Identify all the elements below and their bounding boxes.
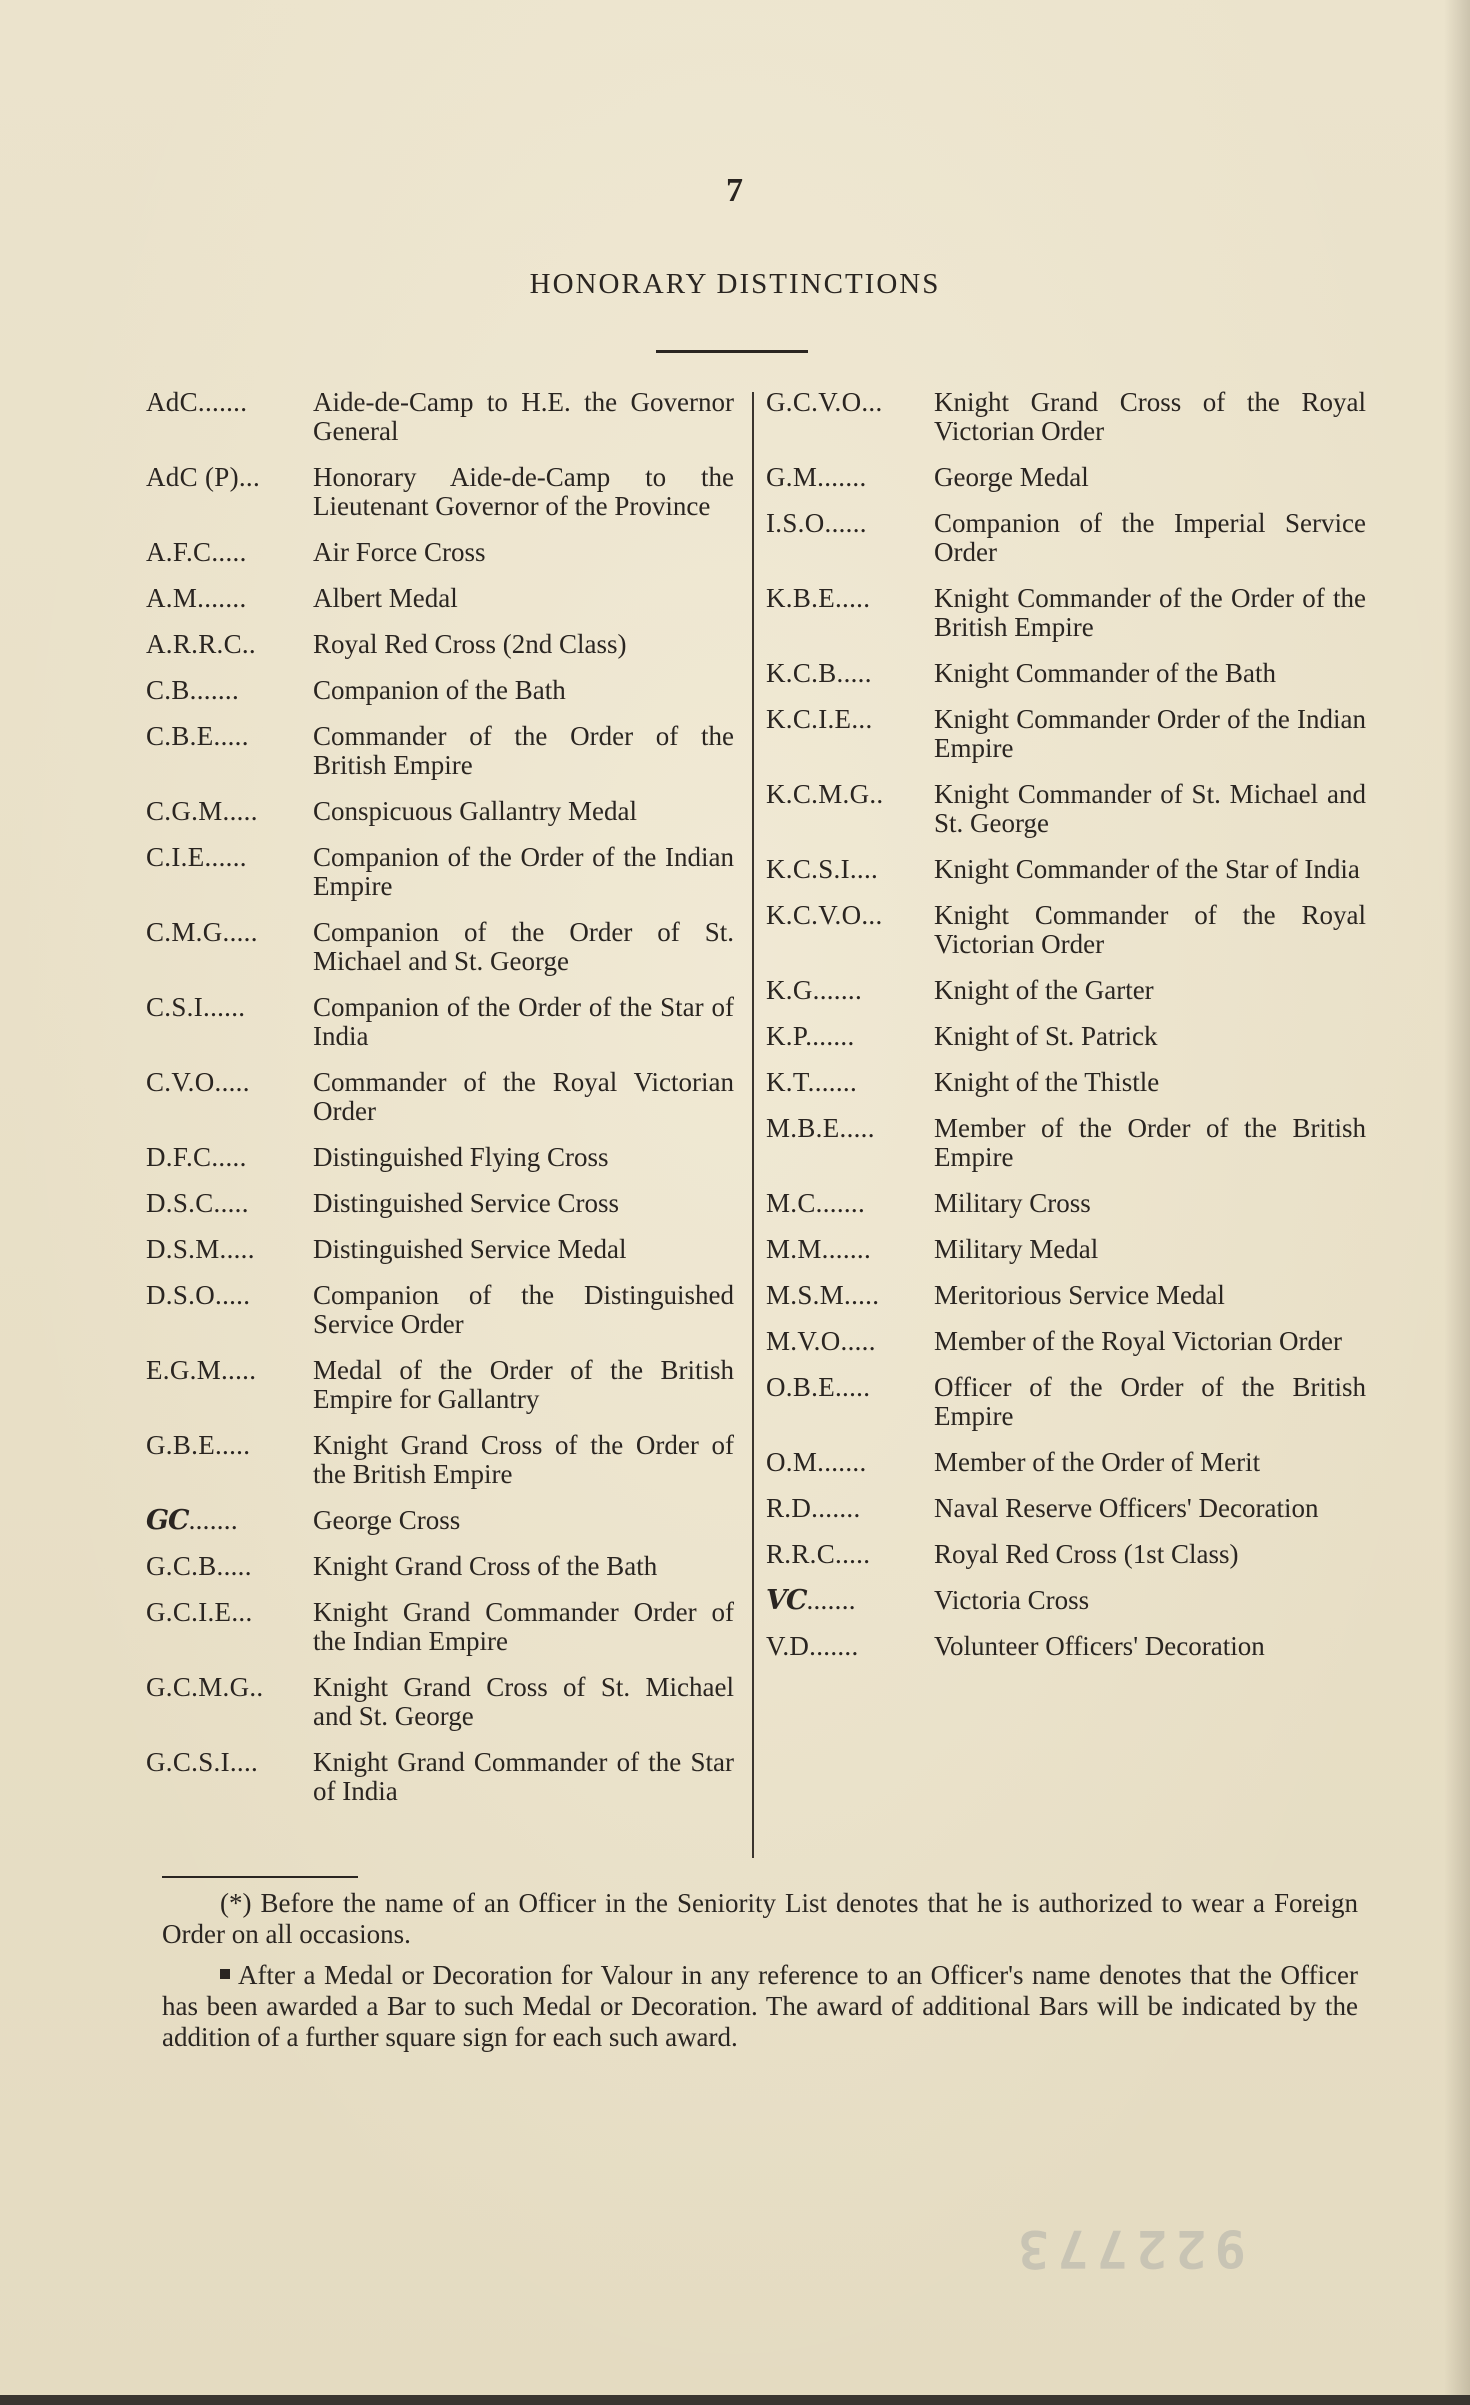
distinction-abbreviation (146, 1598, 313, 1627)
footnote-square-text: After a Medal or Decoration for Valour in any reference to an Officer's name denotes that the Officer has been awarded a Bar to such Medal or Decoration. The award of additional Bars will be indicated by the addition of a further square sign for each such award. (162, 1960, 1358, 2052)
abbreviation-code: D.S.O (146, 1281, 216, 1310)
distinction-meaning: Victoria Cross (934, 1585, 1090, 1615)
abbreviation-code: M.B.E (766, 1114, 840, 1143)
leader-dots: ... (861, 388, 883, 417)
abbreviation-code: D.F.C (146, 1143, 212, 1172)
distinction-abbreviation (766, 1586, 934, 1615)
distinction-abbreviation (766, 855, 934, 884)
footnote-square (162, 1960, 1358, 2053)
abbreviation-code: O.B.E (766, 1373, 835, 1402)
distinction-entry (146, 843, 734, 901)
distinction-entry (146, 1431, 734, 1489)
distinction-meaning: Royal Red Cross (2nd Class) (313, 629, 627, 659)
distinction-meaning: Albert Medal (313, 583, 458, 613)
distinction-entry (146, 463, 734, 521)
abbreviation-code: A.M (146, 584, 198, 613)
leader-dots: ....... (189, 676, 240, 705)
heading-rule (656, 350, 808, 353)
leader-dots: ....... (806, 1586, 856, 1615)
leader-dots: ...... (203, 993, 246, 1022)
distinction-abbreviation (146, 843, 313, 872)
footnotes (162, 1888, 1358, 2063)
abbreviation-code: VC (766, 1586, 807, 1615)
leader-dots: ... (861, 901, 883, 930)
leader-dots: ....... (817, 1448, 867, 1477)
distinction-abbreviation (766, 584, 934, 613)
leader-dots: ..... (214, 1068, 250, 1097)
leader-dots: ..... (215, 1281, 251, 1310)
distinction-entry (146, 1281, 734, 1339)
distinction-entry (766, 1281, 1366, 1310)
abbreviation-code: G.B.E (146, 1431, 215, 1460)
distinction-entry (146, 630, 734, 659)
abbreviation-code: M.M (766, 1235, 822, 1264)
distinction-meaning: Commander of the Royal Victorian Order (313, 1067, 734, 1126)
distinction-entry (766, 1373, 1366, 1431)
leader-dots: ..... (836, 659, 872, 688)
distinction-abbreviation (766, 976, 934, 1005)
abbreviation-code: R.D (766, 1494, 812, 1523)
distinction-abbreviation (146, 676, 313, 705)
leader-dots: ..... (216, 1552, 252, 1581)
distinction-abbreviation (146, 797, 313, 826)
distinction-meaning: Military Cross (934, 1188, 1091, 1218)
abbreviation-code: K.C.M.G (766, 780, 870, 809)
leader-dots: .... (849, 855, 879, 884)
distinction-abbreviation (766, 1540, 934, 1569)
abbreviation-code: AdC (146, 388, 198, 417)
leader-dots: ... (851, 705, 873, 734)
page-number: 7 (726, 172, 744, 209)
distinction-abbreviation (766, 705, 934, 734)
distinction-abbreviation (766, 1068, 934, 1097)
distinction-meaning: Knight Commander Order of the Indian Empire (934, 704, 1366, 763)
leader-dots: ..... (219, 1235, 255, 1264)
abbreviation-code: R.R.C (766, 1540, 836, 1569)
distinction-abbreviation (766, 509, 934, 538)
abbreviation-code: C.M.G (146, 918, 223, 947)
abbreviation-code: K.B.E (766, 584, 835, 613)
leader-dots: ..... (835, 1540, 871, 1569)
distinction-entry (146, 1235, 734, 1264)
leader-dots: ..... (213, 1189, 249, 1218)
leader-dots: ....... (807, 1068, 857, 1097)
distinction-abbreviation (146, 722, 313, 751)
abbreviation-code: G.M (766, 463, 818, 492)
leader-dots: ....... (809, 1632, 859, 1661)
distinction-entry (766, 1327, 1366, 1356)
leader-dots: .... (229, 1748, 259, 1777)
abbreviation-code: C.I.E (146, 843, 205, 872)
leader-dots: ....... (197, 584, 247, 613)
distinction-entry (146, 1552, 734, 1581)
distinction-meaning: Knight Grand Commander of the Star of India (313, 1747, 734, 1806)
abbreviation-code: K.C.V.O (766, 901, 862, 930)
stamp-number: 922773 (1010, 2218, 1246, 2278)
leader-dots: ... (231, 1598, 253, 1627)
leader-dots: ..... (221, 1356, 257, 1385)
abbreviation-code: K.C.B (766, 659, 837, 688)
abbreviation-code: C.B.E (146, 722, 214, 751)
distinction-meaning: Royal Red Cross (1st Class) (934, 1539, 1239, 1569)
page-bottom-edge (0, 2395, 1470, 2405)
column-divider (752, 392, 754, 1858)
distinction-entry (766, 659, 1366, 688)
distinction-abbreviation (766, 1235, 934, 1264)
distinction-abbreviation (146, 1189, 313, 1218)
distinction-abbreviation (146, 388, 313, 417)
distinction-abbreviation (146, 1068, 313, 1097)
abbreviation-code: D.S.M (146, 1235, 220, 1264)
distinction-entry (766, 509, 1366, 567)
distinction-abbreviation (146, 993, 313, 1022)
distinction-abbreviation (146, 1748, 313, 1777)
leader-dots: ....... (812, 976, 863, 1005)
distinction-meaning: Medal of the Order of the British Empire for Gallantry (313, 1355, 734, 1414)
distinction-entry (766, 976, 1366, 1005)
distinction-entry (146, 993, 734, 1051)
distinction-meaning: Knight Commander of the Star of India (934, 854, 1360, 884)
distinction-abbreviation (146, 630, 313, 659)
distinction-abbreviation (766, 388, 934, 417)
distinction-entry (766, 1114, 1366, 1172)
distinction-meaning: Naval Reserve Officers' Decoration (934, 1493, 1319, 1523)
distinction-entry (766, 1235, 1366, 1264)
abbreviation-code: G.C.V.O (766, 388, 862, 417)
distinction-abbreviation (766, 463, 934, 492)
distinction-entry (146, 1748, 734, 1806)
distinction-meaning: Knight of St. Patrick (934, 1021, 1158, 1051)
distinction-meaning: Volunteer Officers' Decoration (934, 1631, 1265, 1661)
distinction-entry (766, 855, 1366, 884)
distinction-abbreviation (766, 1373, 934, 1402)
distinction-entry (146, 722, 734, 780)
distinction-abbreviation (146, 1673, 313, 1702)
leader-dots: ..... (215, 1431, 251, 1460)
abbreviation-code: GC (146, 1506, 189, 1535)
distinction-meaning: Officer of the Order of the British Empire (934, 1372, 1366, 1431)
distinction-meaning: Companion of the Order of the Star of India (313, 992, 734, 1051)
distinction-meaning: Distinguished Service Cross (313, 1188, 619, 1218)
abbreviation-code: G.C.M.G (146, 1673, 250, 1702)
abbreviation-code: D.S.C (146, 1189, 214, 1218)
abbreviation-code: O.M (766, 1448, 818, 1477)
leader-dots: ....... (817, 463, 867, 492)
abbreviation-code: G.C.I.E (146, 1598, 232, 1627)
distinction-abbreviation (766, 901, 934, 930)
distinction-abbreviation (146, 1143, 313, 1172)
abbreviation-code: C.S.I (146, 993, 204, 1022)
distinction-entry (766, 1448, 1366, 1477)
distinction-entry (146, 584, 734, 613)
distinction-meaning: Military Medal (934, 1234, 1099, 1264)
leader-dots: ...... (204, 843, 247, 872)
distinction-meaning: Knight Grand Cross of St. Michael and St. George (313, 1672, 734, 1731)
distinction-abbreviation (146, 1552, 313, 1581)
leader-dots: ..... (835, 1373, 871, 1402)
abbreviation-code: M.C (766, 1189, 816, 1218)
leader-dots: ..... (835, 584, 871, 613)
abbreviation-code: M.V.O (766, 1327, 841, 1356)
distinction-entry (146, 676, 734, 705)
distinction-entry (146, 1506, 734, 1535)
distinction-meaning: Knight of the Garter (934, 975, 1154, 1005)
distinction-abbreviation (766, 1327, 934, 1356)
distinction-abbreviation (766, 780, 934, 809)
distinction-abbreviation (766, 1189, 934, 1218)
distinction-entry (146, 918, 734, 976)
distinction-meaning: George Cross (313, 1505, 461, 1535)
abbreviation-code: E.G.M (146, 1356, 221, 1385)
distinction-entry (766, 463, 1366, 492)
distinction-entry (146, 1598, 734, 1656)
distinction-abbreviation (766, 1632, 934, 1661)
distinction-meaning: Meritorious Service Medal (934, 1280, 1225, 1310)
distinction-abbreviation (766, 1114, 934, 1143)
leader-dots: ..... (840, 1327, 876, 1356)
leader-dots: ..... (844, 1281, 880, 1310)
leader-dots: ..... (222, 797, 258, 826)
distinction-entry (766, 388, 1366, 446)
leader-dots: ....... (811, 1494, 861, 1523)
abbreviation-code: K.P (766, 1022, 806, 1051)
leader-dots: ..... (222, 918, 258, 947)
distinction-meaning: Member of the Order of Merit (934, 1447, 1261, 1477)
distinction-meaning: Knight of the Thistle (934, 1067, 1160, 1097)
distinction-entry (766, 780, 1366, 838)
distinction-abbreviation (766, 1494, 934, 1523)
left-column (146, 388, 734, 1823)
abbreviation-code: AdC (P) (146, 463, 239, 492)
distinction-meaning: Companion of the Order of St. Michael and St. George (313, 917, 734, 976)
abbreviation-code: A.R.R.C (146, 630, 242, 659)
leader-dots: ...... (824, 509, 867, 538)
distinction-meaning: Knight Commander of the Order of the British Empire (934, 583, 1366, 642)
leader-dots: ....... (805, 1022, 855, 1051)
distinction-meaning: Companion of the Imperial Service Order (934, 508, 1366, 567)
distinction-abbreviation (766, 1281, 934, 1310)
distinction-meaning: Knight Commander of St. Michael and St. George (934, 779, 1366, 838)
abbreviation-code: I.S.O (766, 509, 825, 538)
abbreviation-code: K.G (766, 976, 813, 1005)
abbreviation-code: C.V.O (146, 1068, 215, 1097)
distinction-meaning: Knight Grand Cross of the Royal Victorian Order (934, 387, 1366, 446)
leader-dots: .. (241, 630, 256, 659)
distinction-entry (766, 1022, 1366, 1051)
distinction-entry (146, 1068, 734, 1126)
distinction-entry (766, 1494, 1366, 1523)
leader-dots: ....... (821, 1235, 872, 1264)
distinction-meaning: Conspicuous Gallantry Medal (313, 796, 637, 826)
leader-dots: ..... (211, 1143, 247, 1172)
distinction-entry (766, 705, 1366, 763)
abbreviation-code: A.F.C (146, 538, 212, 567)
leader-dots: ... (238, 463, 261, 492)
right-column (766, 388, 1366, 1678)
footnote-asterisk: (*) Before the name of an Officer in the Seniority List denotes that he is authorized to wear a Foreign Order on all occasions. (162, 1888, 1358, 1949)
abbreviation-code: K.C.S.I (766, 855, 850, 884)
page-edge-shadow (1444, 0, 1470, 2405)
distinction-meaning: Distinguished Service Medal (313, 1234, 627, 1264)
abbreviation-code: K.C.I.E (766, 705, 852, 734)
leader-dots: .. (869, 780, 884, 809)
distinction-entry (766, 1632, 1366, 1661)
distinction-meaning: Companion of the Distinguished Service Order (313, 1280, 734, 1339)
distinction-entry (146, 538, 734, 567)
page-heading: HONORARY DISTINCTIONS (529, 268, 941, 300)
square-sign-icon (220, 1969, 230, 1979)
abbreviation-code: G.C.B (146, 1552, 217, 1581)
distinction-meaning: Companion of the Order of the Indian Empire (313, 842, 734, 901)
distinction-abbreviation (146, 538, 313, 567)
distinction-meaning: George Medal (934, 462, 1089, 492)
distinction-meaning: Knight Commander of the Royal Victorian Order (934, 900, 1366, 959)
distinction-entry (146, 1673, 734, 1731)
distinction-entry (766, 901, 1366, 959)
distinction-abbreviation (146, 584, 313, 613)
distinction-abbreviation (146, 1235, 313, 1264)
abbreviation-code: C.G.M (146, 797, 223, 826)
abbreviation-code: M.S.M (766, 1281, 845, 1310)
distinction-abbreviation (146, 1281, 313, 1310)
distinction-entry (766, 1540, 1366, 1569)
distinction-entry (766, 1586, 1366, 1615)
distinction-abbreviation (146, 1506, 313, 1535)
distinction-meaning: Honorary Aide-de-Camp to the Lieutenant Governor of the Province (313, 462, 734, 521)
distinction-entry (146, 1143, 734, 1172)
abbreviation-code: V.D (766, 1632, 810, 1661)
abbreviation-code: K.T (766, 1068, 808, 1097)
abbreviation-code: C.B (146, 676, 190, 705)
distinction-meaning: Commander of the Order of the British Empire (313, 721, 734, 780)
distinction-entry (146, 797, 734, 826)
distinction-meaning: Distinguished Flying Cross (313, 1142, 609, 1172)
distinction-abbreviation (146, 1356, 313, 1385)
distinction-meaning: Member of the Order of the British Empire (934, 1113, 1366, 1172)
distinction-meaning: Knight Grand Cross of the Order of the British Empire (313, 1430, 734, 1489)
distinction-meaning: Knight Grand Cross of the Bath (313, 1551, 658, 1581)
distinction-meaning: Companion of the Bath (313, 675, 566, 705)
footnote-rule (162, 1876, 358, 1878)
leader-dots: ....... (197, 388, 248, 417)
distinction-abbreviation (146, 463, 313, 492)
abbreviation-code: G.C.S.I (146, 1748, 230, 1777)
distinction-abbreviation (766, 659, 934, 688)
leader-dots: ..... (211, 538, 247, 567)
distinction-meaning: Knight Grand Commander Order of the Indian Empire (313, 1597, 734, 1656)
distinction-meaning: Air Force Cross (313, 537, 486, 567)
distinction-entry (766, 584, 1366, 642)
leader-dots: .. (249, 1673, 264, 1702)
distinction-abbreviation (766, 1448, 934, 1477)
leader-dots: ....... (188, 1506, 238, 1535)
distinction-entry (766, 1189, 1366, 1218)
distinction-meaning: Aide-de-Camp to H.E. the Governor General (313, 387, 734, 446)
leader-dots: ..... (839, 1114, 875, 1143)
distinction-meaning: Knight Commander of the Bath (934, 658, 1276, 688)
distinction-entry (146, 1356, 734, 1414)
distinction-entry (146, 1189, 734, 1218)
distinction-abbreviation (146, 918, 313, 947)
distinction-abbreviation (146, 1431, 313, 1460)
leader-dots: ..... (213, 722, 249, 751)
distinction-meaning: Member of the Royal Victorian Order (934, 1326, 1343, 1356)
distinction-entry (146, 388, 734, 446)
distinction-abbreviation (766, 1022, 934, 1051)
distinction-entry (766, 1068, 1366, 1097)
leader-dots: ....... (815, 1189, 866, 1218)
